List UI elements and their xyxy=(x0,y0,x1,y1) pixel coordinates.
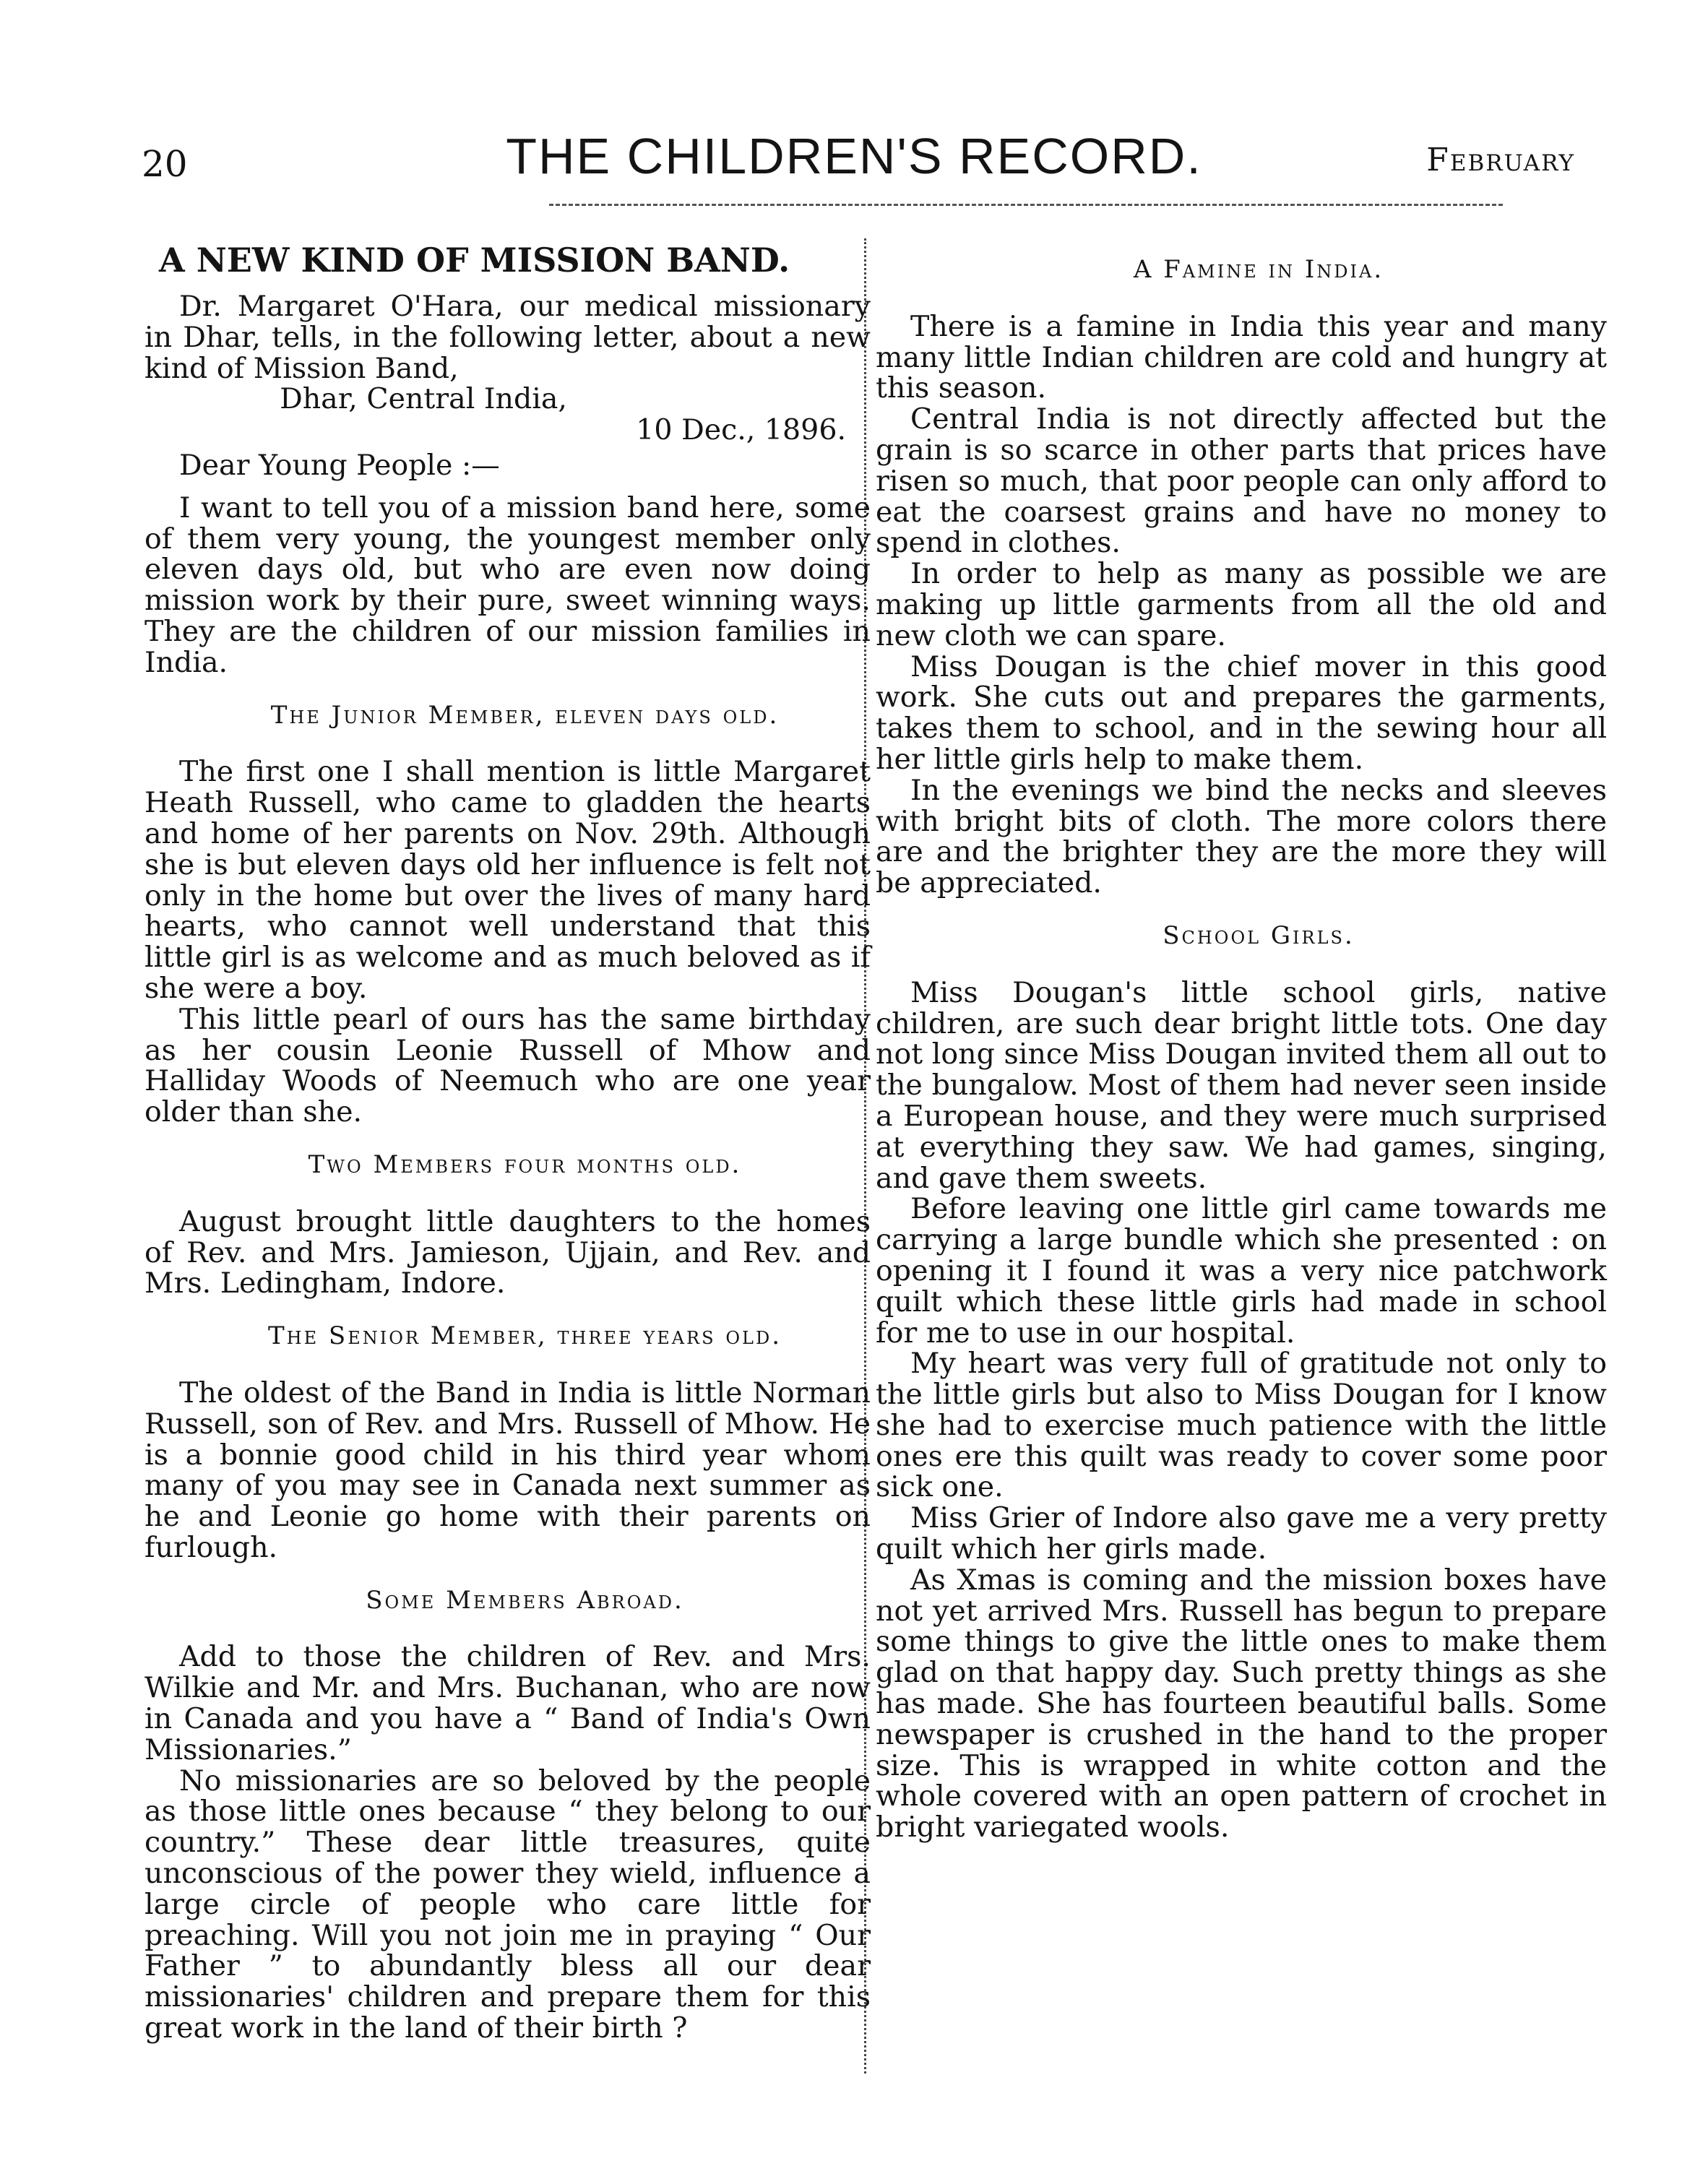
paragraph: The first one I shall mention is little Margaret Heath Russell, who came to gladden the hearts and home of her parents on Nov. 29th. Although she is but eleven days old her influence is felt not only in the home but over the lives of many hard hearts, who cannot well understand that this little girl is as welcome and as much beloved as if she were a boy. xyxy=(145,755,871,1005)
paragraph: This little pearl of ours has the same birthday as her cousin Leonie Russell of Mhow and Halliday Woods of Neemuch who are one year older than she. xyxy=(145,1002,871,1129)
paragraph: In order to help as many as possible we are making up little garments from all the old and new cloth we can spare. xyxy=(876,557,1607,652)
section-heading: A Famine in India. xyxy=(1133,255,1384,284)
paragraph: Add to those the children of Rev. and Mrs. Wilkie and Mr. and Mrs. Buchanan, who are now in Canada and you have a “ Band of India's Own Missionaries.” xyxy=(145,1640,871,1766)
right-column xyxy=(876,233,1607,2111)
paragraph: The oldest of the Band in India is little Norman Russell, son of Rev. and Mrs. Russell of Mhow. He is a bonnie good child in his third year whom many of you may see in Canada next summer as he and Leonie go home with their parents on furlough. xyxy=(145,1376,871,1564)
paragraph: August brought little daughters to the homes of Rev. and Mrs. Jamieson, Ujjain, and Rev. and Mrs. Ledingham, Indore. xyxy=(145,1204,871,1300)
paragraph: No missionaries are so beloved by the people as those little ones because “ they belong to our country.” These dear little treasures, quite unconscious of the power they wield, influence a large circle of people who care little for preaching. Will you not join me in praying “ Our Father ” to abundantly bless all our dear missionaries' children and prepare them for this great work in the land of their birth ? xyxy=(145,1764,871,2045)
page-header xyxy=(0,127,1708,192)
paragraph: In the evenings we bind the necks and sleeves with bright bits of cloth. The more colors there are and the brighter they are the more they will be appreciated. xyxy=(876,773,1607,900)
article-title: A NEW KIND OF MISSION BAND. xyxy=(159,241,790,280)
section-heading: Some Members Abroad. xyxy=(366,1585,684,1615)
section-heading: Two Members four months old. xyxy=(308,1149,742,1179)
header-rule xyxy=(549,204,1503,206)
issue-month: February xyxy=(1426,142,1575,178)
paragraph: My heart was very full of gratitude not only to the little girls but also to Miss Dougan for I know she had to exercise much patience with the little ones ere this quilt was ready to cover some poor sick one. xyxy=(876,1347,1607,1504)
paragraph: Miss Dougan is the chief mover in this good work. She cuts out and prepares the garments, takes them to school, and in the sewing hour all her little girls help to make them. xyxy=(876,650,1607,776)
section-heading: The Junior Member, eleven days old. xyxy=(270,700,780,730)
paragraph: I want to tell you of a mission band here, some of them very young, the youngest member only eleven days old, but who are even now doing mission work by their pure, sweet winning ways. They are the children of our mission families in India. xyxy=(145,491,871,679)
page-number: 20 xyxy=(142,143,188,185)
left-column xyxy=(145,242,871,2120)
salutation: Dear Young People :— xyxy=(179,448,500,482)
paragraph: Central India is not directly affected but the grain is so scarce in other parts that prices have risen so much, that poor people can only afford to eat the coarsest grains and have no money to spend in clothes. xyxy=(876,402,1607,560)
section-heading: The Senior Member, three years old. xyxy=(267,1321,782,1351)
running-title: THE CHILDREN'S RECORD. xyxy=(506,128,1202,184)
paragraph: Before leaving one little girl came towards me carrying a large bundle which she presented : on opening it I found it was a very nice patchwork quilt which these little girls had made in school for me to use in our hospital. xyxy=(876,1192,1607,1350)
letter-place: Dhar, Central India, xyxy=(280,382,567,416)
paragraph: Miss Grier of Indore also gave me a very pretty quilt which her girls made. xyxy=(876,1501,1607,1566)
letter-date: 10 Dec., 1896. xyxy=(636,413,846,447)
paragraph: As Xmas is coming and the mission boxes have not yet arrived Mrs. Russell has begun to prepare some things to give the little ones to make them glad on that happy day. Such pretty things as she has made. She has fourteen beautiful balls. Some newspaper is crushed in the hand to the proper size. This is wrapped in white cotton and the whole covered with an open pattern of crochet in bright variegated wools. xyxy=(876,1563,1607,1844)
paragraph: Miss Dougan's little school girls, native children, are such dear bright little tots. One day not long since Miss Dougan invited them all out to the bungalow. Most of them had never seen inside a European house, and they were much surprised at everything they saw. We had games, singing, and gave them sweets. xyxy=(876,975,1607,1195)
section-heading: School Girls. xyxy=(1163,920,1355,950)
intro-paragraph: Dr. Margaret O'Hara, our medical missionary in Dhar, tells, in the following letter, about a new kind of Mission Band, xyxy=(145,290,871,385)
paragraph: There is a famine in India this year and many many little Indian children are cold and hungry at this season. xyxy=(876,309,1607,405)
